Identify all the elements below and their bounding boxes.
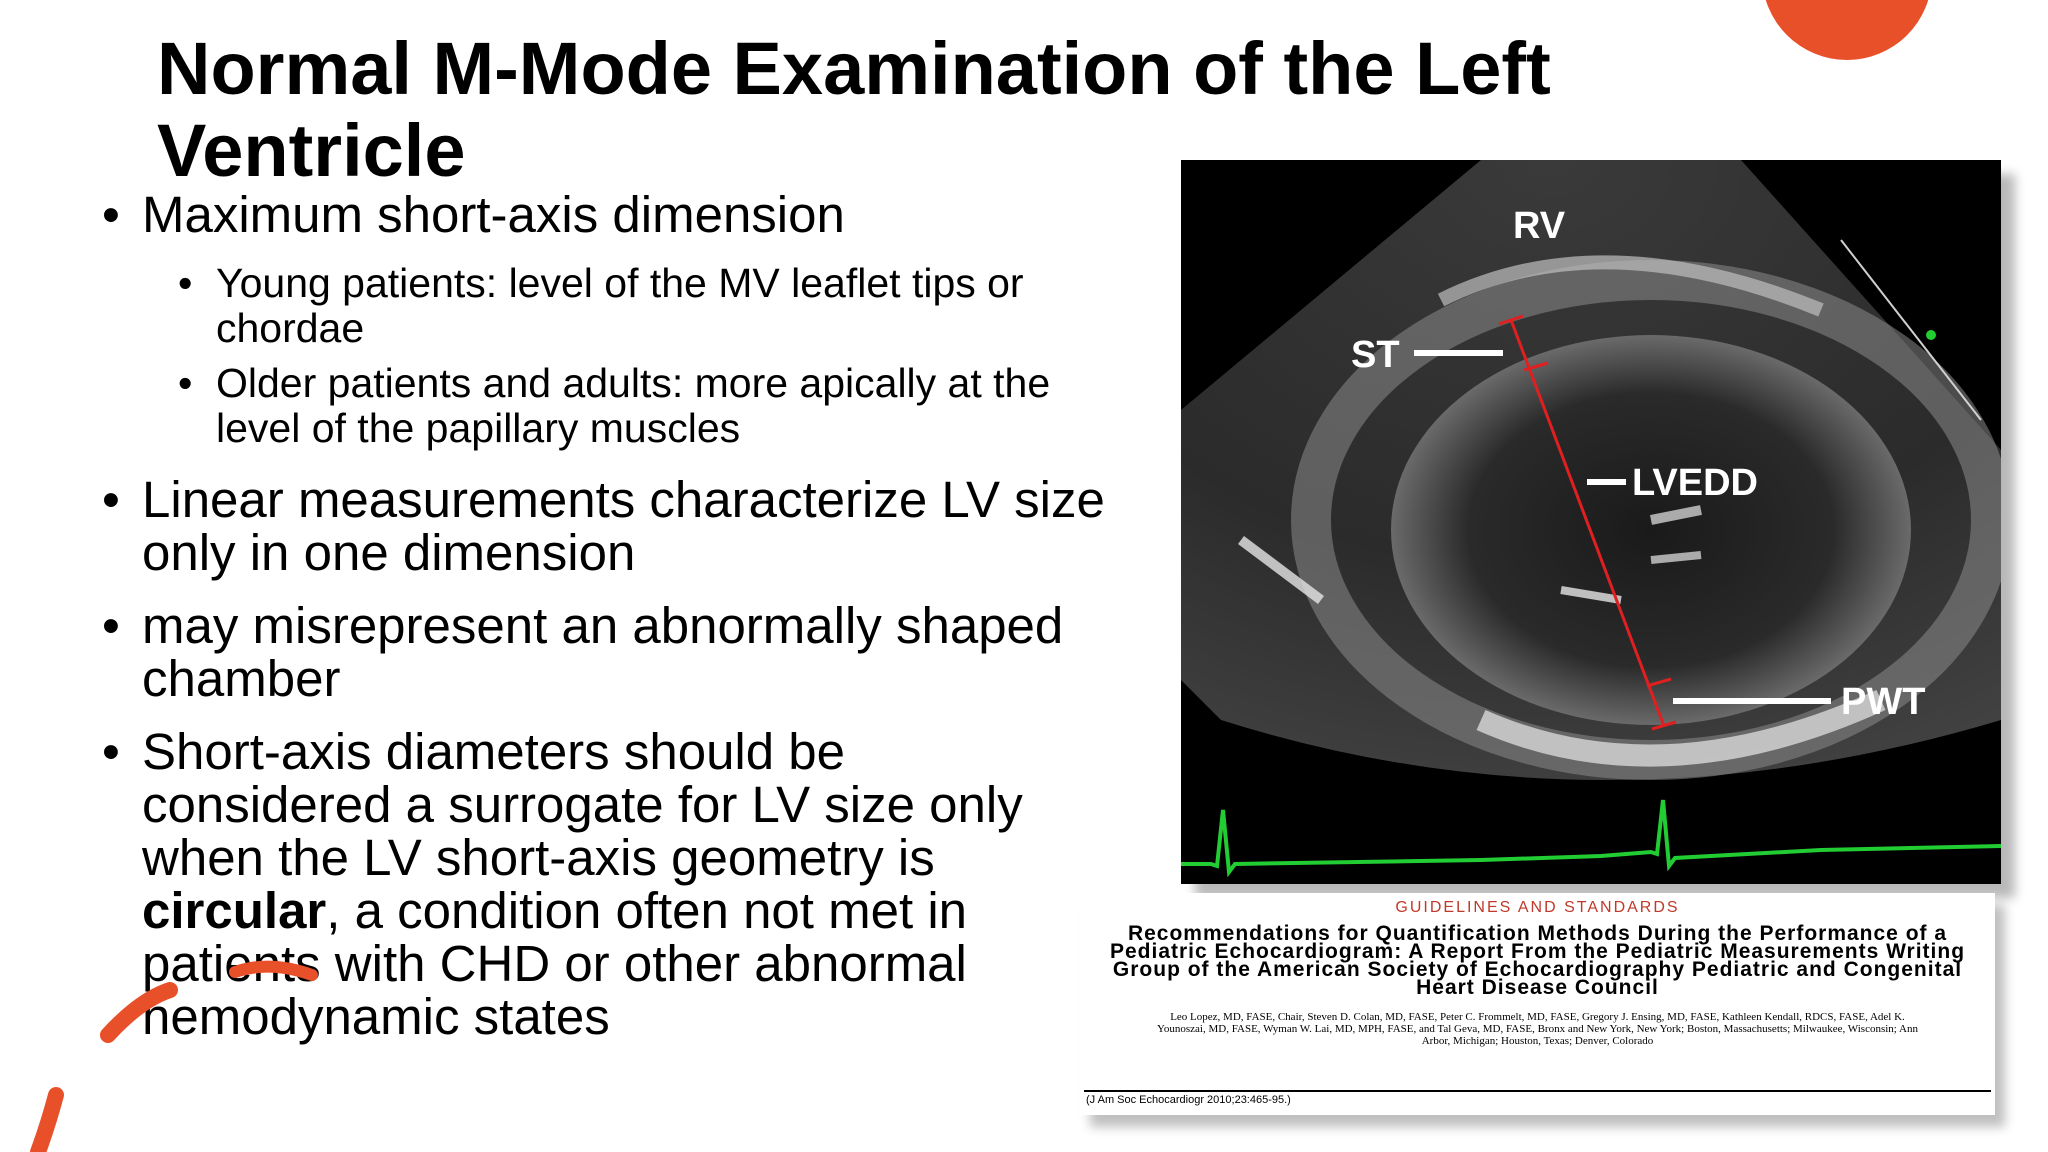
echocardiogram-svg [1181,160,2001,884]
decorative-orange-circle [1762,0,1932,60]
bullet-dot: • [102,597,120,654]
label-rv: RV [1513,205,1566,247]
label-lvedd: LVEDD [1632,462,1758,504]
bullet-item [102,473,1107,579]
bullet-dot: • [102,186,120,243]
label-pwt: PWT [1841,681,1926,723]
citation-card [1080,893,1995,1115]
citation-heading: GUIDELINES AND STANDARDS [1395,899,1680,916]
speckle [1651,555,1701,560]
sub-bullet-text: Young patients: level of the MV leaflet tips or chordae [216,260,1024,351]
bullet-dot: • [178,360,193,406]
bullet-dot: • [102,723,120,780]
ink-stroke [38,1095,56,1152]
bullet-text: Maximum short-axis dimension [142,186,845,243]
sub-bullet-list [102,261,1107,451]
slide-title: Normal M-Mode Examination of the Left Ventricle [157,27,1551,192]
citation-title: Recommendations for Quantification Methods During the Performance of a Pediatric Echocardiogram: A Report From the Pediatric Measurements Writing Group of the American Society of Echocardiography Pediatric and Congenital Heart Disease Council [1109,922,1966,999]
bullet-dot: • [102,471,120,528]
bullet-text-bold: circular [142,882,327,939]
scale-dot [1926,330,1936,340]
lv-cavity [1391,335,1911,725]
sub-bullet-text: Older patients and adults: more apically at the level of the papillary muscles [216,360,1051,451]
citation-divider [1084,1090,1991,1092]
bullet-item [102,599,1107,705]
echocardiogram-image [1181,160,2001,884]
bullet-text: Linear measurements characterize LV size only in one dimension [142,471,1105,581]
label-st: ST [1351,334,1400,376]
bullet-item [102,725,1107,1043]
citation-authors: Leo Lopez, MD, FASE, Chair, Steven D. Colan, MD, FASE, Peter C. Frommelt, MD, FASE, Gregory J. Ensing, MD, FASE, Kathleen Kendall, RDCS, FASE, Adel K. Younoszai, MD, FASE, Wyman W. Lai, MD, MPH, FASE, and Tal Geva, MD, FASE, Bronx and New York, New York; Boston, Massachusetts; Milwaukee, Wisconsin; Ann Arbor, Michigan; Houston, Texas; Denver, Colorado [1157,1011,1918,1047]
bullet-dot: • [178,260,193,306]
sub-bullet-item [178,361,1107,451]
bullet-text: may misrepresent an abnormally shaped chamber [142,597,1064,707]
bullet-item [102,188,1107,241]
bullet-content [102,188,1107,1063]
bullet-text-pre: Short-axis diameters should be considered a surrogate for LV size only when the LV short-axis geometry is [142,723,1023,886]
bullet-text-post: , a condition often not met in patients with CHD or other abnormal hemodynamic states [142,882,968,1045]
citation-journal: (J Am Soc Echocardiogr 2010;23:465-95.) [1086,1094,1291,1106]
sub-bullet-item [178,261,1107,351]
